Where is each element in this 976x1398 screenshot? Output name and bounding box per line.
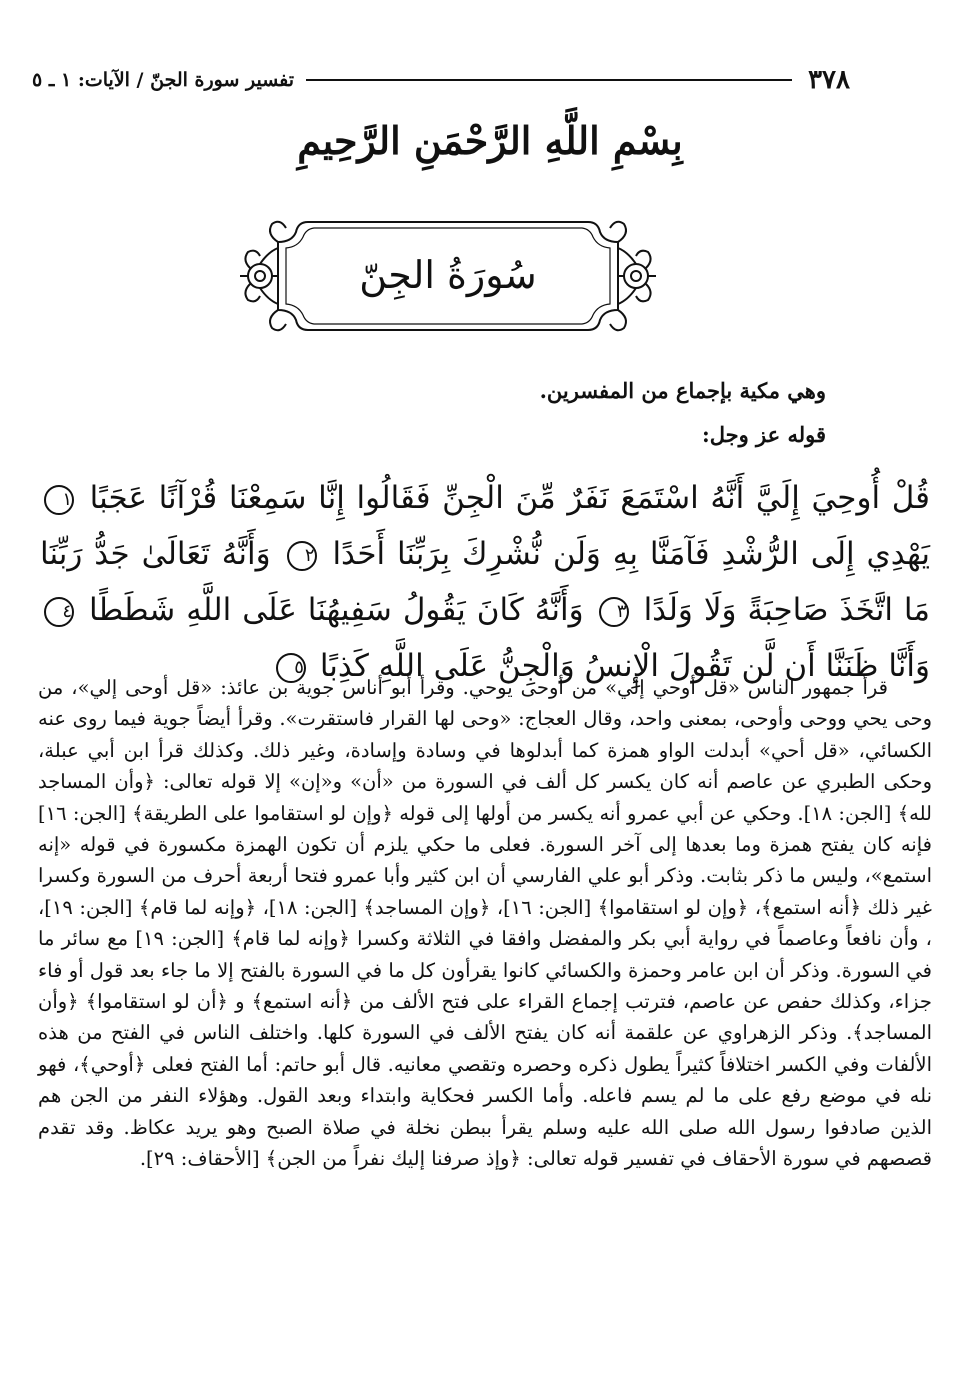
verse-number-marker: ٢ (287, 541, 317, 571)
verse-text: يَهْدِي إِلَى الرُّشْدِ فَآمَنَّا بِهِ وَلَن نُّشْرِكَ بِرَبِّنَا أَحَدًا (332, 536, 930, 572)
intro-line-makkiyya: وهي مكية بإجماع من المفسرين. (539, 378, 826, 403)
page-header (32, 62, 850, 98)
verse-number-marker: ٣ (599, 597, 629, 627)
surah-title-frame (238, 212, 658, 340)
quran-verses (40, 470, 930, 684)
verse-number-marker: ٤ (44, 597, 74, 627)
verse-text: قُلْ أُوحِيَ إِلَيَّ أَنَّهُ اسْتَمَعَ نَفَرٌ مِّنَ الْجِنِّ فَقَالُوا إِنَّا سَمِعْنَا قُرْآنًا عَجَبًا (89, 480, 930, 516)
verse-text: وَأَنَّا ظَنَنَّا أَن لَّن تَقُولَ الْإِنسُ وَالْجِنُّ عَلَى اللَّهِ كَذِبًا (319, 648, 930, 684)
verse-text: وَأَنَّهُ تَعَالَىٰ جَدُّ رَبِّنَا مَا اتَّخَذَ صَاحِبَةً وَلَا وَلَدًا (40, 536, 930, 628)
running-title: تفسير سورة الجنّ / الآيات: ١ ـ ٥ (32, 69, 295, 91)
header-rule (306, 79, 792, 81)
verse-number-marker: ١ (44, 485, 74, 515)
page-number: ٣٧٨ (808, 65, 850, 95)
verse-number-marker: ٥ (276, 653, 306, 683)
surah-title: سُورَةُ الجِنّ (359, 253, 537, 297)
basmala: بِسْمِ اللَّهِ الرَّحْمَنِ الرَّحِيمِ (297, 118, 683, 163)
intro-line-qawluhu: قوله عز وجل: (701, 422, 826, 447)
verse-text: وَأَنَّهُ كَانَ يَقُولُ سَفِيهُنَا عَلَى اللَّهِ شَطَطًا (89, 592, 584, 628)
commentary-paragraph: قرأ جمهور الناس «قل أوحي إلي» من أوحى يوحي. وقرأ أبو أناس جوية بن عائذ: «قل أوحى إلي»، من وحى يحي ووحى وأوحى، بمعنى واحد، وقال العجاج: «وحى لها القرار فاستقرت». وقرأ أيضاً جوية فيما روى عنه الكسائي، «قل أحي» أبدلت الواو همزة كما أبدلوها في وسادة وإسادة، وغير ذلك. وكذلك قرأ ابن أبي عبلة، وحكى الطبري عن عاصم أنه كان يكسر كل ألف في السورة من «أن» و«إن» إلا قوله تعالى: ﴿وأن المساجد لله﴾ [الجن: ١٨]. وحكي عن أبي عمرو أنه يكسر من أولها إلى قوله ﴿وإن لو استقاموا على الطريقة﴾ [الجن: ١٦] فإنه كان يفتح همزة وما بعدها إلى آخر السورة. فعلى ما حكي يلزم أن تكون الهمزة مكسورة في قوله «إنه استمع»، وليس ما ذكر بثابت. وذكر أبو علي الفارسي أن ابن كثير وأبا عمرو فتحا أربعة أحرف من السورة وكسرا غير ذلك ﴿أنه استمع﴾، ﴿وإن لو استقاموا﴾ [الجن: ١٦]، ﴿وإن المساجد﴾ [الجن: ١٨]، ﴿وإنه لما قام﴾ [الجن: ١٩]، ، وأن نافعاً وعاصماً في رواية أبي بكر والمفضل وافقا في الثلاثة وكسرا ﴿وإنه لما قام﴾ [الجن: ١٩] مع سائر ما في السورة. وذكر أن ابن عامر وحمزة والكسائي كانوا يقرأون كل ما في السورة بالفتح إلا ما جاء بعد قول أو فاء جزاء، وكذلك حفص عن عاصم، فترتب إجماع القراء على فتح الألف من ﴿أنه استمع﴾ و ﴿أن لو استقاموا﴾ ﴿وأن المساجد﴾. وذكر الزهراوي عن علقمة أنه كان يفتح الألف في السورة كلها. واختلف الناس في الفتح من هذه الألفات وفي الكسر اختلافاً كثيراً يطول ذكره وحصره وتقصي معانيه. قال أبو حاتم: أما الفتح فعلى ﴿أوحي﴾، فهو نله في موضع رفع على ما لم يسم فاعله. وأما الكسر فحكاية وابتداء وبعد القول. وهؤلاء النفر من الجن هم الذين صادفوا رسول الله صلى الله عليه وسلم يقرأ ببطن نخلة في صلاة الصبح وهو يريد عكاظ. وقد تقدم قصصهم في سورة الأحقاف في تفسير قوله تعالى: ﴿وإذ صرفنا إليك نفراً من الجن﴾ [الأحقاف: ٢٩]. (38, 676, 932, 1171)
